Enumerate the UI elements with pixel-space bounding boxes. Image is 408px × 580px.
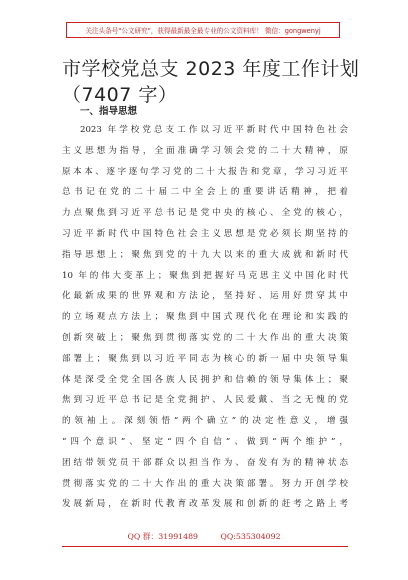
body-line: 10 年的伟大变革上；聚焦到把握好马克思主义中国化时代 (62, 270, 348, 281)
footer-qq-number: QQ:535304092 (220, 532, 281, 541)
body-line: 指导思想上；聚焦到党的十九大以来的重大成就和新时代 (62, 249, 348, 260)
body-line: “四个意识”、坚定“四个自信”、做到“两个维护”， (62, 436, 348, 447)
body-line: 体是深受全党全国各族人民拥护和信赖的领导集体上；聚 (62, 374, 348, 385)
body-line: 焦到习近平总书记是全党拥护、人民爱戴、当之无愧的党 (62, 395, 348, 406)
footer-contact (0, 531, 408, 542)
body-line: 的领袖上。深刻领悟“两个确立”的决定性意义，增强 (62, 416, 348, 427)
body-line: 贯彻落实党的二十大作出的重大决策部署。努力开创学校 (62, 478, 348, 489)
body-line: 主义思想为指导，全面准确学习领会党的二十大精神，原 (62, 145, 348, 156)
title-line-2: （7407 字） (62, 84, 178, 106)
body-line: 的立场观点方法上；聚焦到中国式现代化在理论和实践的 (62, 312, 348, 323)
body-line: 部署上；聚焦到以习近平同志为核心的新一届中央领导集 (62, 353, 348, 364)
body-line: 原本本、逐字逐句学习党的二十大报告和党章，学习习近平 (62, 166, 348, 177)
title-line-1: 市学校党总支 2023 年度工作计划 (62, 58, 360, 80)
footer-divider (62, 546, 348, 547)
footer-qq-group: QQ 群：31991489 (127, 532, 198, 541)
body-line: 总书记在党的二十届二中全会上的重要讲话精神，把着 (62, 187, 348, 198)
body-line: 创新突破上；聚焦到贯彻落实党的二十大作出的重大决策 (62, 332, 348, 343)
section-heading: 一、指导思想 (80, 106, 138, 117)
body-line: 力点聚焦到习近平总书记是党中央的核心、全党的核心， (62, 208, 348, 219)
top-banner: 关注头条号"公文研究"，获得最新最全最专业的公文资料库！ 微信：gongwenyj (66, 22, 340, 38)
body-line: 习近平新时代中国特色社会主义思想是党必须长期坚持的 (62, 228, 348, 239)
body-line: 团结带领党员干部群众以担当作为、奋发有为的精神状态 (62, 457, 348, 468)
document-title (62, 56, 362, 108)
body-line: 化最新成果的世界观和方法论，坚持好、运用好贯穿其中 (62, 291, 348, 302)
body-line: 发展新局，在新时代教育改革发展和创新的赶考之路上考 (62, 499, 348, 510)
body-line: 2023 年学校党总支工作以习近平新时代中国特色社会 (80, 125, 348, 135)
body-paragraph (62, 120, 348, 515)
